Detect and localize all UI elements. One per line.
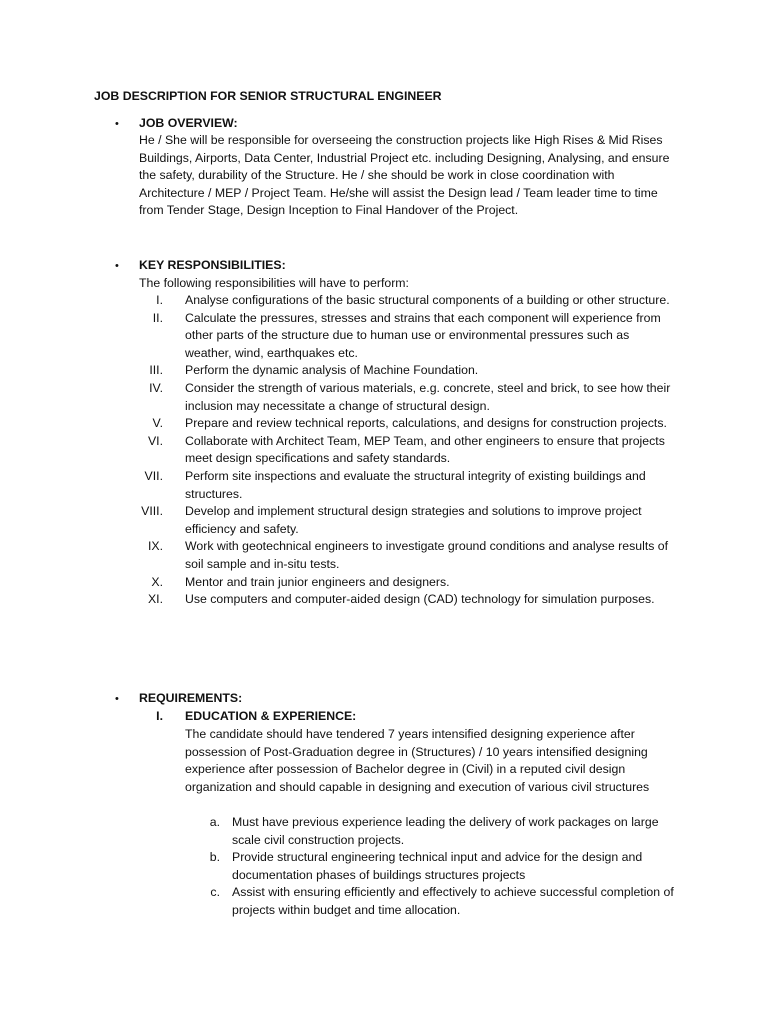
education-number: I. <box>156 709 163 723</box>
list-item <box>0 292 679 310</box>
list-item <box>0 433 679 468</box>
responsibilities-bullet: • <box>115 260 119 272</box>
list-item-text: Provide structural engineering technical input and advice for the design and documentation phases of buildings structures projects <box>232 850 643 882</box>
list-item-number: IX. <box>147 539 163 554</box>
list-item <box>0 503 679 538</box>
education-heading: EDUCATION & EXPERIENCE: <box>185 709 357 723</box>
document-title: JOB DESCRIPTION FOR SENIOR STRUCTURAL ENGINEER <box>94 89 442 103</box>
list-item-text: Mentor and train junior engineers and designers. <box>185 574 450 589</box>
list-item-letter: a. <box>209 815 220 829</box>
list-item-text: Calculate the pressures, stresses and strains that each component will experience from other parts of the structure due to human use or environmental pressures such as weather, wind, earthquakes etc. <box>185 310 661 360</box>
list-item <box>0 591 679 609</box>
list-item-text: Perform the dynamic analysis of Machine Foundation. <box>185 363 479 378</box>
list-item <box>0 538 679 573</box>
list-item-number: IV. <box>149 380 163 395</box>
list-item <box>0 415 679 433</box>
list-item-text: Analyse configurations of the basic structural components of a building or other structure. <box>185 293 670 307</box>
list-item-number: II. <box>152 310 163 325</box>
list-item <box>0 362 679 380</box>
list-item-number: VII. <box>144 468 163 483</box>
list-item-text: Assist with ensuring efficiently and effectively to achieve successful completion of projects within budget and time allocation. <box>232 885 674 917</box>
responsibilities-intro: The following responsibilities will have to perform: <box>139 276 409 290</box>
list-item-text: Develop and implement structural design strategies and solutions to improve project efficiency and safety. <box>185 504 642 536</box>
list-item-number: VIII. <box>141 504 163 519</box>
responsibilities-list <box>0 292 679 609</box>
requirements-heading: REQUIREMENTS: <box>139 691 243 705</box>
education-text: The candidate should have tendered 7 years intensified designing experience after possession of Post-Graduation degree in (Structures) / 10 years intensified designing experience after possession of Bachelor degree in (Civil) in a reputed civil design organization and should capable in designing and execution of various civil structures <box>185 727 650 794</box>
list-item-text: Prepare and review technical reports, calculations, and designs for construction projects. <box>185 416 667 431</box>
list-item <box>0 380 679 415</box>
list-item <box>0 814 680 849</box>
education-sublist <box>0 814 680 920</box>
list-item-text: Must have previous experience leading the delivery of work packages on large scale civil construction projects. <box>232 815 659 847</box>
list-item <box>0 849 680 884</box>
list-item-text: Collaborate with Architect Team, MEP Team, and other engineers to ensure that projects meet design specifications and safety standards. <box>185 433 665 466</box>
list-item-text: Consider the strength of various materials, e.g. concrete, steel and brick, to see how their inclusion may necessitate a change of structural design. <box>185 380 671 413</box>
list-item <box>0 468 679 503</box>
list-item <box>0 884 680 919</box>
list-item-text: Work with geotechnical engineers to investigate ground conditions and analyse results of soil sample and in-situ tests. <box>185 539 669 571</box>
overview-heading: JOB OVERVIEW: <box>139 116 238 130</box>
list-item-number: V. <box>152 416 163 431</box>
list-item-text: Perform site inspections and evaluate the structural integrity of existing buildings and structures. <box>185 468 646 501</box>
list-item-number: III. <box>149 363 163 378</box>
overview-bullet: • <box>115 118 119 130</box>
list-item-number: I. <box>156 293 163 307</box>
list-item <box>0 574 679 592</box>
list-item-number: XI. <box>147 592 163 607</box>
requirements-bullet: • <box>115 693 119 705</box>
list-item <box>0 310 679 363</box>
list-item-letter: b. <box>209 850 220 865</box>
overview-text: He / She will be responsible for overseeing the construction projects like High Rises & Mid Rises Buildings, Airports, Data Center, Industrial Project etc. including Designing, Analysing, and ensure the safety, durability of the Structure. He / she should be work in close coordination with Architecture / MEP / Project Team. He/she will assist the Design lead / Team leader time to time from Tender Stage, Design Inception to Final Handover of the Project. <box>139 133 670 218</box>
list-item-number: VI. <box>147 433 163 448</box>
list-item-number: X. <box>151 574 163 589</box>
list-item-letter: c. <box>210 885 220 900</box>
responsibilities-heading: KEY RESPONSIBILITIES: <box>139 258 286 272</box>
list-item-text: Use computers and computer-aided design (CAD) technology for simulation purposes. <box>185 592 655 607</box>
